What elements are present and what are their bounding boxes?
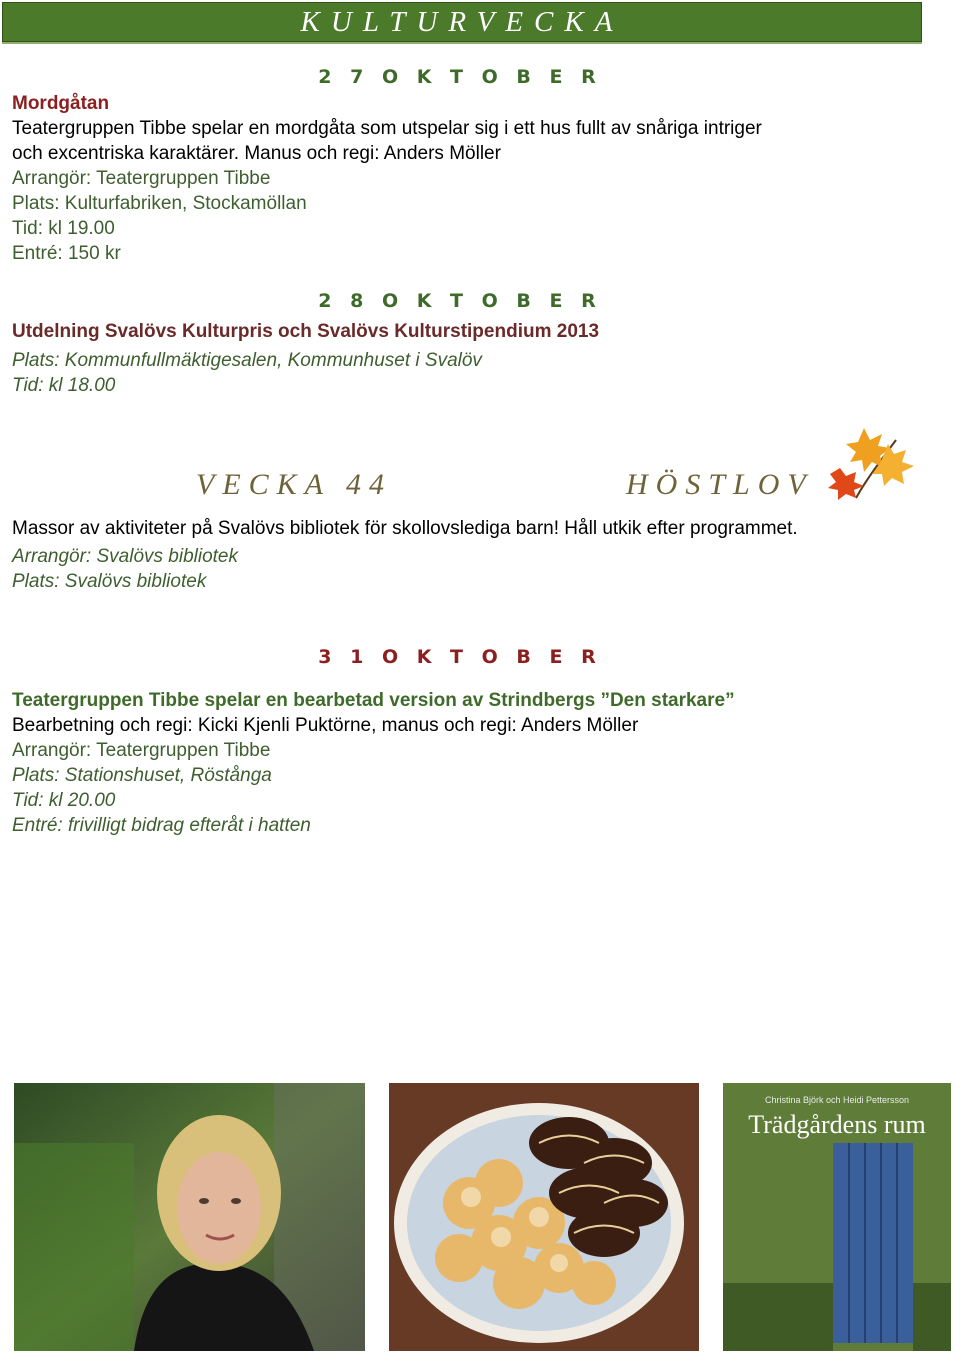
heading-vecka-44: VECKA 44 (196, 468, 392, 501)
event-organizer: Arrangör: Teatergruppen Tibbe (12, 168, 271, 189)
date-heading-31-oktober: 3 1 O K T O B E R (318, 646, 602, 668)
event-organizer: Arrangör: Svalövs bibliotek (12, 546, 238, 567)
heading-hostlov: HÖSTLOV (626, 468, 814, 501)
event-description-line2: och excentriska karaktärer. Manus och regi: Anders Möller (12, 143, 501, 164)
portrait-photo (14, 1083, 365, 1351)
event-place: Plats: Stationshuset, Röstånga (12, 765, 272, 786)
event-description: Bearbetning och regi: Kicki Kjenli Puktörne, manus och regi: Anders Möller (12, 715, 639, 736)
event-time: Tid: kl 20.00 (12, 790, 116, 811)
date-heading-27-oktober: 2 7 O K T O B E R (318, 66, 602, 88)
banner (2, 2, 922, 42)
event-description-line1: Teatergruppen Tibbe spelar en mordgåta som utspelar sig i ett hus fullt av snåriga intriger (12, 118, 762, 139)
event-place: Plats: Svalövs bibliotek (12, 571, 207, 592)
event-time: Tid: kl 19.00 (12, 218, 115, 239)
autumn-leaves-icon (826, 420, 914, 500)
event-description: Massor av aktiviteter på Svalövs bibliotek för skollovslediga barn! Håll utkik efter programmet. (12, 518, 798, 539)
event-title-den-starkare: Teatergruppen Tibbe spelar en bearbetad version av Strindbergs ”Den starkare” (12, 690, 735, 711)
event-entry: Entré: frivilligt bidrag efteråt i hatten (12, 815, 311, 836)
date-heading-28-oktober: 2 8 O K T O B E R (318, 290, 602, 312)
book-cover-author: Christina Björk och Heidi Pettersson (764, 1095, 910, 1105)
event-title-kulturpris: Utdelning Svalövs Kulturpris och Svalövs Kulturstipendium 2013 (12, 321, 600, 342)
event-entry: Entré: 150 kr (12, 243, 121, 264)
banner-title: KULTURVECKA (300, 6, 624, 38)
event-organizer: Arrangör: Teatergruppen Tibbe (12, 740, 271, 761)
event-time: Tid: kl 18.00 (12, 375, 116, 396)
book-cover-title: Trädgårdens rum (748, 1110, 926, 1139)
event-place: Plats: Kommunfullmäktigesalen, Kommunhuset i Svalöv (12, 350, 482, 371)
book-cover-tradgardens-rum (723, 1083, 951, 1351)
event-title-mordgatan: Mordgåtan (12, 93, 110, 114)
event-place: Plats: Kulturfabriken, Stockamöllan (12, 193, 307, 214)
pastry-plate-photo (389, 1083, 699, 1351)
